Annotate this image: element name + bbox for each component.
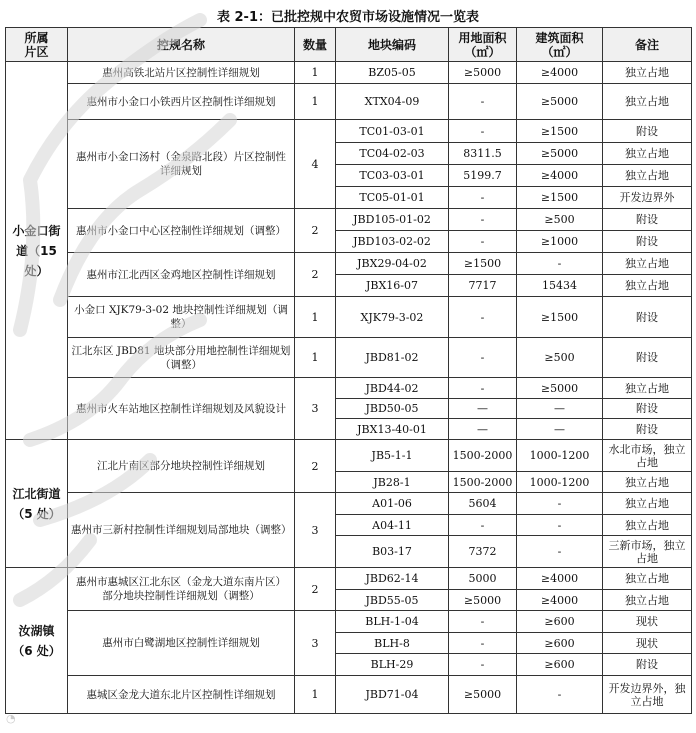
code-cell: A04-11 xyxy=(336,515,449,536)
count-cell: 2 xyxy=(295,568,336,611)
plan-name: 惠州市惠城区江北东区（金龙大道东南片区）部分地块控制性详细规划（调整） xyxy=(68,568,295,611)
note-cell: 独立占地 xyxy=(603,275,692,297)
build-cell: ≥1500 xyxy=(517,187,603,209)
land-cell: - xyxy=(449,84,517,120)
code-cell: A01-06 xyxy=(336,493,449,515)
code-cell: TC01-03-01 xyxy=(336,120,449,143)
land-cell: ≥5000 xyxy=(449,62,517,84)
area-cell: 江北街道 （5 处） xyxy=(6,440,68,568)
note-cell: 独立占地 xyxy=(603,62,692,84)
plan-name: 惠州市白鹭湖地区控制性详细规划 xyxy=(68,611,295,676)
land-cell: 5000 xyxy=(449,568,517,590)
code-cell: XTX04-09 xyxy=(336,84,449,120)
note-cell: 现状 xyxy=(603,633,692,654)
plan-name: 江北片南区部分地块控制性详细规划 xyxy=(68,440,295,493)
build-cell: ≥4000 xyxy=(517,62,603,84)
note-cell: 独立占地 xyxy=(603,590,692,611)
build-cell: ≥500 xyxy=(517,209,603,231)
note-cell: 附设 xyxy=(603,120,692,143)
note-cell: 独立占地 xyxy=(603,143,692,165)
land-cell: 5604 xyxy=(449,493,517,515)
code-cell: JB28-1 xyxy=(336,472,449,493)
header-note: 备注 xyxy=(603,28,692,62)
build-cell: - xyxy=(517,515,603,536)
land-cell: - xyxy=(449,209,517,231)
code-cell: JBD71-04 xyxy=(336,676,449,714)
table-row xyxy=(6,297,692,338)
table-row xyxy=(6,568,692,590)
watermark-logo-icon: ◔ xyxy=(6,712,16,725)
count-cell: 1 xyxy=(295,297,336,338)
build-cell: ≥600 xyxy=(517,611,603,633)
table-title: 表 2-1：已批控规中农贸市场设施情况一览表 xyxy=(216,10,479,25)
table-row xyxy=(6,253,692,275)
land-cell: - xyxy=(449,297,517,338)
land-cell: 1500-2000 xyxy=(449,440,517,472)
build-cell: 1000-1200 xyxy=(517,472,603,493)
note-cell: 独立占地 xyxy=(603,253,692,275)
note-cell: 开发边界外，独立占地 xyxy=(603,676,692,714)
land-cell: ≥1500 xyxy=(449,253,517,275)
land-cell: - xyxy=(449,231,517,253)
land-cell: - xyxy=(449,338,517,378)
header-row xyxy=(6,28,692,62)
market-facility-table xyxy=(5,27,692,714)
header-code: 地块编码 xyxy=(336,28,449,62)
note-cell: 独立占地 xyxy=(603,84,692,120)
land-cell: ≥5000 xyxy=(449,676,517,714)
build-cell: ≥600 xyxy=(517,654,603,676)
table-row xyxy=(6,62,692,84)
note-cell: 现状 xyxy=(603,611,692,633)
table-row xyxy=(6,676,692,714)
build-cell: ≥5000 xyxy=(517,378,603,399)
land-cell: — xyxy=(449,419,517,440)
code-cell: BLH-8 xyxy=(336,633,449,654)
plan-name: 惠州市小金口中心区控制性详细规划（调整） xyxy=(68,209,295,253)
land-cell: 8311.5 xyxy=(449,143,517,165)
land-cell: 7372 xyxy=(449,536,517,568)
code-cell: TC05-01-01 xyxy=(336,187,449,209)
code-cell: XJK79-3-02 xyxy=(336,297,449,338)
code-cell: JBD50-05 xyxy=(336,399,449,419)
code-cell: JBX13-40-01 xyxy=(336,419,449,440)
count-cell: 1 xyxy=(295,676,336,714)
header-land: 用地面积 （㎡） xyxy=(449,28,517,62)
plan-name: 惠州市小金口小铁西片区控制性详细规划 xyxy=(68,84,295,120)
land-cell: - xyxy=(449,120,517,143)
build-cell: ≥1000 xyxy=(517,231,603,253)
build-cell: ≥4000 xyxy=(517,165,603,187)
note-cell: 独立占地 xyxy=(603,378,692,399)
land-cell: — xyxy=(449,399,517,419)
build-cell: ≥5000 xyxy=(517,84,603,120)
count-cell: 2 xyxy=(295,209,336,253)
build-cell: — xyxy=(517,419,603,440)
note-cell: 附设 xyxy=(603,399,692,419)
count-cell: 1 xyxy=(295,338,336,378)
count-cell: 3 xyxy=(295,493,336,568)
table-row xyxy=(6,120,692,143)
note-cell: 独立占地 xyxy=(603,493,692,515)
code-cell: BZ05-05 xyxy=(336,62,449,84)
code-cell: JBD62-14 xyxy=(336,568,449,590)
build-cell: — xyxy=(517,399,603,419)
build-cell: 15434 xyxy=(517,275,603,297)
code-cell: JBD55-05 xyxy=(336,590,449,611)
build-cell: ≥1500 xyxy=(517,120,603,143)
code-cell: TC04-02-03 xyxy=(336,143,449,165)
build-cell: ≥600 xyxy=(517,633,603,654)
code-cell: JBD103-02-02 xyxy=(336,231,449,253)
area-cell: 小金口街 道（15 处） xyxy=(6,62,68,440)
plan-name: 惠州市小金口汤村（金泉路北段）片区控制性详细规划 xyxy=(68,120,295,209)
code-cell: BLH-29 xyxy=(336,654,449,676)
build-cell: ≥4000 xyxy=(517,568,603,590)
build-cell: ≥500 xyxy=(517,338,603,378)
land-cell: - xyxy=(449,633,517,654)
code-cell: TC03-03-01 xyxy=(336,165,449,187)
note-cell: 三新市场，独立占地 xyxy=(603,536,692,568)
table-row xyxy=(6,378,692,399)
note-cell: 水北市场，独立占地 xyxy=(603,440,692,472)
plan-name: 惠州市三新村控制性详细规划局部地块（调整） xyxy=(68,493,295,568)
note-cell: 开发边界外 xyxy=(603,187,692,209)
header-area: 所属 片区 xyxy=(6,28,68,62)
code-cell: JBX16-07 xyxy=(336,275,449,297)
note-cell: 附设 xyxy=(603,654,692,676)
note-cell: 附设 xyxy=(603,419,692,440)
build-cell: ≥5000 xyxy=(517,143,603,165)
build-cell: - xyxy=(517,676,603,714)
build-cell: ≥1500 xyxy=(517,297,603,338)
land-cell: - xyxy=(449,515,517,536)
plan-name: 惠州市火车站地区控制性详细规划及风貌设计 xyxy=(68,378,295,440)
plan-name: 惠城区金龙大道东北片区控制性详细规划 xyxy=(68,676,295,714)
table-row xyxy=(6,440,692,472)
note-cell: 附设 xyxy=(603,297,692,338)
land-cell: 1500-2000 xyxy=(449,472,517,493)
plan-name: 惠州市江北西区金鸡地区控制性详细规划 xyxy=(68,253,295,297)
plan-name: 小金口 XJK79-3-02 地块控制性详细规划（调整） xyxy=(68,297,295,338)
header-count: 数量 xyxy=(295,28,336,62)
note-cell: 附设 xyxy=(603,209,692,231)
land-cell: 5199.7 xyxy=(449,165,517,187)
table-row xyxy=(6,611,692,633)
count-cell: 3 xyxy=(295,378,336,440)
table-row xyxy=(6,84,692,120)
build-cell: 1000-1200 xyxy=(517,440,603,472)
build-cell: - xyxy=(517,493,603,515)
count-cell: 2 xyxy=(295,253,336,297)
note-cell: 独立占地 xyxy=(603,568,692,590)
code-cell: JBX29-04-02 xyxy=(336,253,449,275)
code-cell: JBD44-02 xyxy=(336,378,449,399)
code-cell: BLH-1-04 xyxy=(336,611,449,633)
header-build: 建筑面积 （㎡） xyxy=(517,28,603,62)
land-cell: - xyxy=(449,654,517,676)
build-cell: - xyxy=(517,536,603,568)
count-cell: 2 xyxy=(295,440,336,493)
header-plan: 控规名称 xyxy=(68,28,295,62)
code-cell: JB5-1-1 xyxy=(336,440,449,472)
count-cell: 1 xyxy=(295,62,336,84)
note-cell: 独立占地 xyxy=(603,165,692,187)
land-cell: 7717 xyxy=(449,275,517,297)
land-cell: - xyxy=(449,611,517,633)
code-cell: B03-17 xyxy=(336,536,449,568)
plan-name: 江北东区 JBD81 地块部分用地控制性详细规划（调整） xyxy=(68,338,295,378)
note-cell: 独立占地 xyxy=(603,515,692,536)
note-cell: 附设 xyxy=(603,338,692,378)
count-cell: 4 xyxy=(295,120,336,209)
table-row xyxy=(6,493,692,515)
build-cell: - xyxy=(517,253,603,275)
land-cell: - xyxy=(449,378,517,399)
table-row xyxy=(6,338,692,378)
build-cell: ≥4000 xyxy=(517,590,603,611)
count-cell: 1 xyxy=(295,84,336,120)
land-cell: ≥5000 xyxy=(449,590,517,611)
plan-name: 惠州高铁北站片区控制性详细规划 xyxy=(68,62,295,84)
note-cell: 独立占地 xyxy=(603,472,692,493)
note-cell: 附设 xyxy=(603,231,692,253)
count-cell: 3 xyxy=(295,611,336,676)
table-row xyxy=(6,209,692,231)
code-cell: JBD81-02 xyxy=(336,338,449,378)
land-cell: - xyxy=(449,187,517,209)
area-cell: 汝湖镇 （6 处） xyxy=(6,568,68,714)
code-cell: JBD105-01-02 xyxy=(336,209,449,231)
